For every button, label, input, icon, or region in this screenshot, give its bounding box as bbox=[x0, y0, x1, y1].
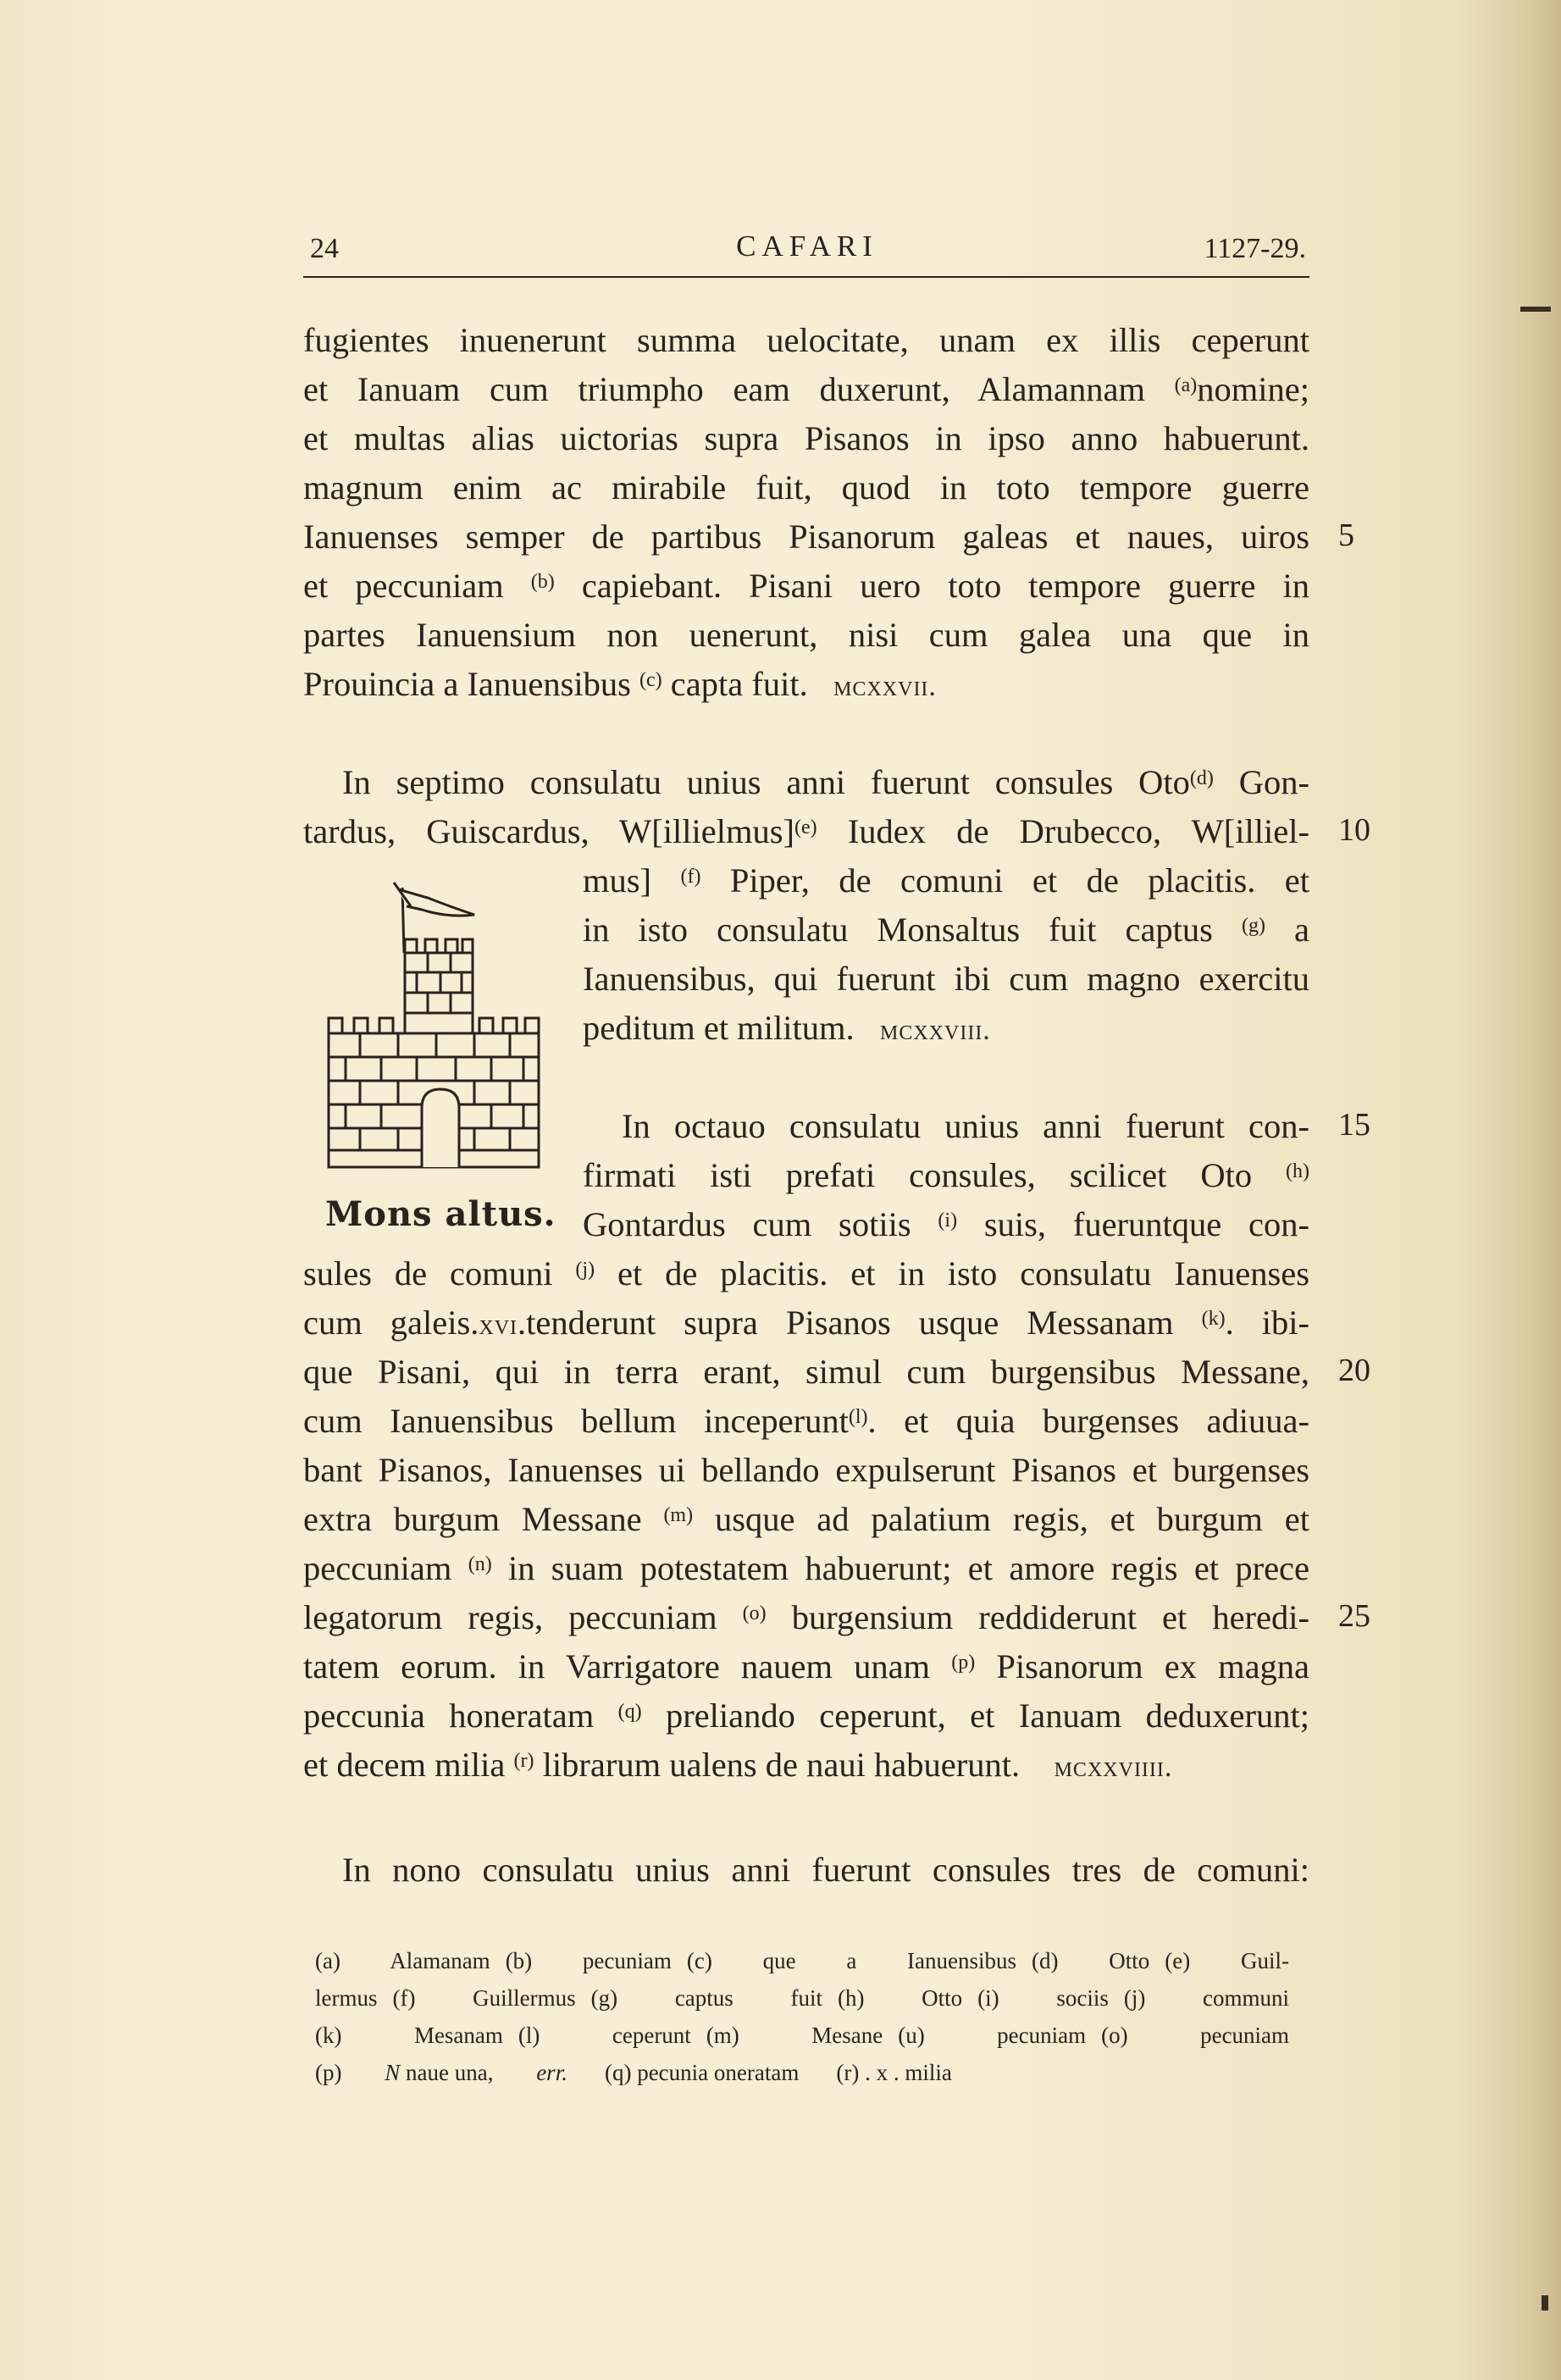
running-years: 1127-29. bbox=[1204, 233, 1306, 264]
edge-mark-top bbox=[1520, 307, 1551, 312]
text-line: In nono consulatu unius anni fuerunt consules tres de comuni: bbox=[342, 1851, 1309, 1889]
text-line: peccuniam $^{(n)}$ in suam potestatem habuerunt; et amore regis et prece bbox=[303, 1549, 1310, 1587]
footnote-ref: (i) bbox=[938, 1209, 958, 1232]
text-line: Ianuenses semper de partibus Pisanorum galeas et naues, uiros bbox=[303, 518, 1309, 556]
text-line: et decem milia $^{(r)}$ librarum ualens de naui habuerunt. mcxxviiii. bbox=[303, 1746, 1173, 1784]
year-mark: mcxxvii. bbox=[833, 671, 937, 702]
text-line: in isto consulatu Monsaltus fuit captus $^{(g)}$ a bbox=[583, 910, 1309, 949]
footnote-ref: (a) bbox=[1174, 374, 1198, 396]
footnote-ref: (q) bbox=[617, 1701, 642, 1723]
footnote-ref: (n) bbox=[468, 1553, 492, 1575]
text-line: extra burgum Messane $^{(m)}$ usque ad palatium regis, et burgum et bbox=[303, 1500, 1309, 1538]
footnote-ref: (f) bbox=[680, 866, 701, 888]
folio-number: 24 bbox=[310, 233, 339, 264]
text-line: In septimo consulatu unius anni fuerunt consules Oto$^{(d)}$ Gon- bbox=[342, 763, 1310, 801]
footnote-line: lermus (f) Guillermus (g) captus fuit (h) Otto (i) sociis (j) communi bbox=[315, 1985, 1289, 2011]
footnote-line: (a) Alamanam (b) pecuniam (c) que a Ianuensibus (d) Otto (e) Guil- bbox=[315, 1948, 1289, 1973]
header-rule bbox=[303, 276, 1309, 278]
edge-mark-bottom bbox=[1542, 2295, 1548, 2311]
footnote-ref: (g) bbox=[1241, 915, 1265, 937]
text-line: cum Ianuensibus bellum inceperunt$^{(l)}$. et quia burgenses adiuua- bbox=[303, 1402, 1309, 1440]
text-line: Ianuensibus, qui fuerunt ibi cum magno exercitu bbox=[583, 960, 1309, 998]
text-line: legatorum regis, peccuniam $^{(o)}$ burgensium reddiderunt et heredi- bbox=[303, 1598, 1310, 1636]
text-line: magnum enim ac mirabile fuit, quod in toto tempore guerre bbox=[303, 468, 1309, 506]
year-mark: mcxxviii. bbox=[879, 1015, 991, 1046]
text-line: et Ianuam cum triumpho eam duxerunt, Alamannam $^{(a)}$nomine; bbox=[303, 370, 1309, 408]
line-number: 10 bbox=[1338, 812, 1370, 848]
footnote-ref: (e) bbox=[794, 816, 817, 839]
text-line: In octauo consulatu unius anni fuerunt con- bbox=[622, 1107, 1309, 1145]
text-line: Gontardus cum sotiis $^{(i)}$ suis, fueruntque con- bbox=[583, 1205, 1310, 1243]
text-line: firmati isti prefati consules, scilicet Oto $^{(h)}$ bbox=[583, 1156, 1309, 1194]
text-line: peccunia honeratam $^{(q)}$ preliando ceperunt, et Ianuam deduxerunt; bbox=[303, 1696, 1310, 1735]
footnote-line: (k) Mesanam (l) ceperunt (m) Mesane (u) pecuniam (o) pecuniam bbox=[315, 2023, 1290, 2048]
footnote-ref: (c) bbox=[639, 669, 662, 691]
footnote-ref: (h) bbox=[1286, 1160, 1309, 1182]
text-line: cum galeis.xvi.tenderunt supra Pisanos usque Messanam $^{(k)}$. ibi- bbox=[303, 1303, 1310, 1342]
running-title: CAFARI bbox=[736, 230, 878, 263]
running-head bbox=[307, 224, 1308, 275]
footnote-ref: (l) bbox=[848, 1406, 868, 1428]
footnote-ref: (k) bbox=[1201, 1308, 1226, 1330]
text-line: et peccuniam $^{(b)}$ capiebant. Pisani uero toto tempore guerre in bbox=[303, 567, 1310, 605]
text-line: bant Pisanos, Ianuenses ui bellando expulserunt Pisanos et burgenses bbox=[303, 1451, 1309, 1489]
line-number: 5 bbox=[1338, 518, 1354, 553]
footnote-ref: (p) bbox=[951, 1652, 976, 1674]
footnote-ref: (m) bbox=[663, 1504, 694, 1526]
line-number: 15 bbox=[1338, 1107, 1370, 1143]
text-line: fugientes inuenerunt summa uelocitate, unam ex illis ceperunt bbox=[303, 321, 1309, 359]
text-line: partes Ianuensium non uenerunt, nisi cum galea una que in bbox=[303, 616, 1309, 654]
text-line: tatem eorum. in Varrigatore nauem unam $^{(p)}$ Pisanorum ex magna bbox=[303, 1647, 1310, 1685]
year-mark: mcxxviiii. bbox=[1054, 1752, 1173, 1783]
footnote-ref: (j) bbox=[575, 1259, 595, 1281]
text-line: tardus, Guiscardus, W[illielmus]$^{(e)}$ Iudex de Drubecco, W[illiel- bbox=[303, 812, 1310, 850]
footnote-line: (p) N naue una, err. (q) pecunia oneratam (r) . x . milia bbox=[315, 2060, 952, 2085]
text-line: et multas alias uictorias supra Pisanos in ipso anno habuerunt. bbox=[303, 419, 1309, 457]
castle-illustration bbox=[322, 881, 542, 1177]
footnote-ref: (r) bbox=[513, 1750, 534, 1772]
line-number: 20 bbox=[1338, 1353, 1370, 1388]
text-line: Prouincia a Ianuensibus $^{(c)}$ capta fuit. mcxxvii. bbox=[303, 665, 937, 703]
illustration-caption: Mons altus. bbox=[325, 1194, 556, 1234]
text-line: mus] $^{(f)}$ Piper, de comuni et de placitis. et bbox=[583, 861, 1310, 899]
text-line: que Pisani, qui in terra erant, simul cum burgensibus Messane, bbox=[303, 1353, 1309, 1391]
text-line: sules de comuni $^{(j)}$ et de placitis. et in isto consulatu Ianuenses bbox=[303, 1254, 1309, 1292]
footnote-ref: (o) bbox=[742, 1602, 767, 1624]
line-number: 25 bbox=[1338, 1598, 1370, 1634]
footnote-ref: (d) bbox=[1189, 767, 1214, 789]
text-line: peditum et militum. mcxxviii. bbox=[583, 1009, 991, 1047]
footnote-ref: (b) bbox=[530, 571, 555, 593]
